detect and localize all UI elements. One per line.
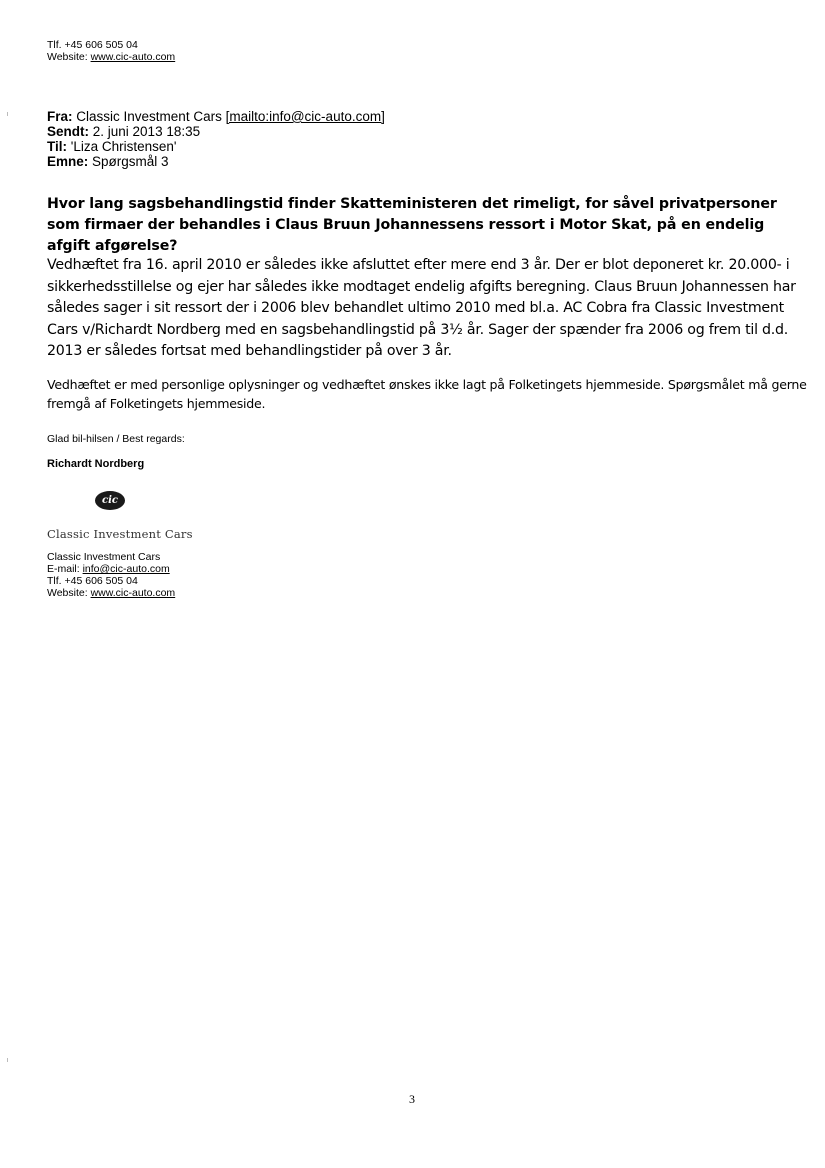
scan-tick [7,1058,8,1062]
paragraph-2: Vedhæftet er med personlige oplysninger og vedhæftet ønskes ikke lagt på Folketingets hjemmeside. Spørgsmålet må gerne fremgå af Folketingets hjemmeside. [47,377,807,411]
to-line: Til: 'Liza Christensen' [47,139,177,154]
signature-company: Classic Investment Cars [47,551,161,563]
signature-website-line: Website: www.cic-auto.com [47,587,176,599]
top-website-link[interactable]: www.cic-auto.com [90,51,176,63]
signature-email-line: E-mail: info@cic-auto.com [47,563,170,575]
subject-line: Emne: Spørgsmål 3 [47,154,169,169]
signer-name: Richardt Nordberg [47,458,145,470]
company-logo-text: Classic Investment Cars [47,527,193,541]
greeting: Glad bil-hilsen / Best regards: [47,433,185,445]
signature-email-link[interactable]: info@cic-auto.com [82,563,170,575]
sent-line: Sendt: 2. juni 2013 18:35 [47,124,201,139]
paragraph-1: Vedhæftet fra 16. april 2010 er således ikke afsluttet efter mere end 3 år. Der er blot deponeret kr. 20.000- i sikkerhedsstillelse og ejer har således ikke modtaget endelig afgifts beregning. Claus Bruun Johannessen har således sager i sit ressort der i 2006 blev behandlet ultimo 2010 med bl.a. AC Cobra fra Classic Investment Cars v/Richardt Nordberg med en sagsbehandlingstid på 3½ år. Sager der spænder fra 2006 og frem til d.d. 2013 er således fortsat med behandlingstider på over 3 år. [47,257,796,360]
signature-website-link[interactable]: www.cic-auto.com [90,587,176,599]
page-number: 3 [409,1092,415,1106]
from-line: Fra: Classic Investment Cars [mailto:info@cic-auto.com] [47,109,385,124]
email-header [47,109,385,169]
signature-contact [47,551,175,599]
top-phone: Tlf. +45 606 505 04 [47,39,138,51]
top-website-line: Website: www.cic-auto.com [47,51,176,63]
signature-phone: Tlf. +45 606 505 04 [47,575,138,587]
question-heading: Hvor lang sagsbehandlingstid finder Skatteministeren det rimeligt, for såvel privatpersoner som firmaer der behandles i Claus Bruun Johannessens ressort i Motor Skat, på en endelig afgift afgørelse? [47,196,777,254]
top-contact [47,39,175,63]
scan-tick [7,112,8,116]
company-logo-icon: cic [95,491,125,510]
from-mailto-link[interactable]: [mailto:info@cic-auto.com] [225,109,385,124]
